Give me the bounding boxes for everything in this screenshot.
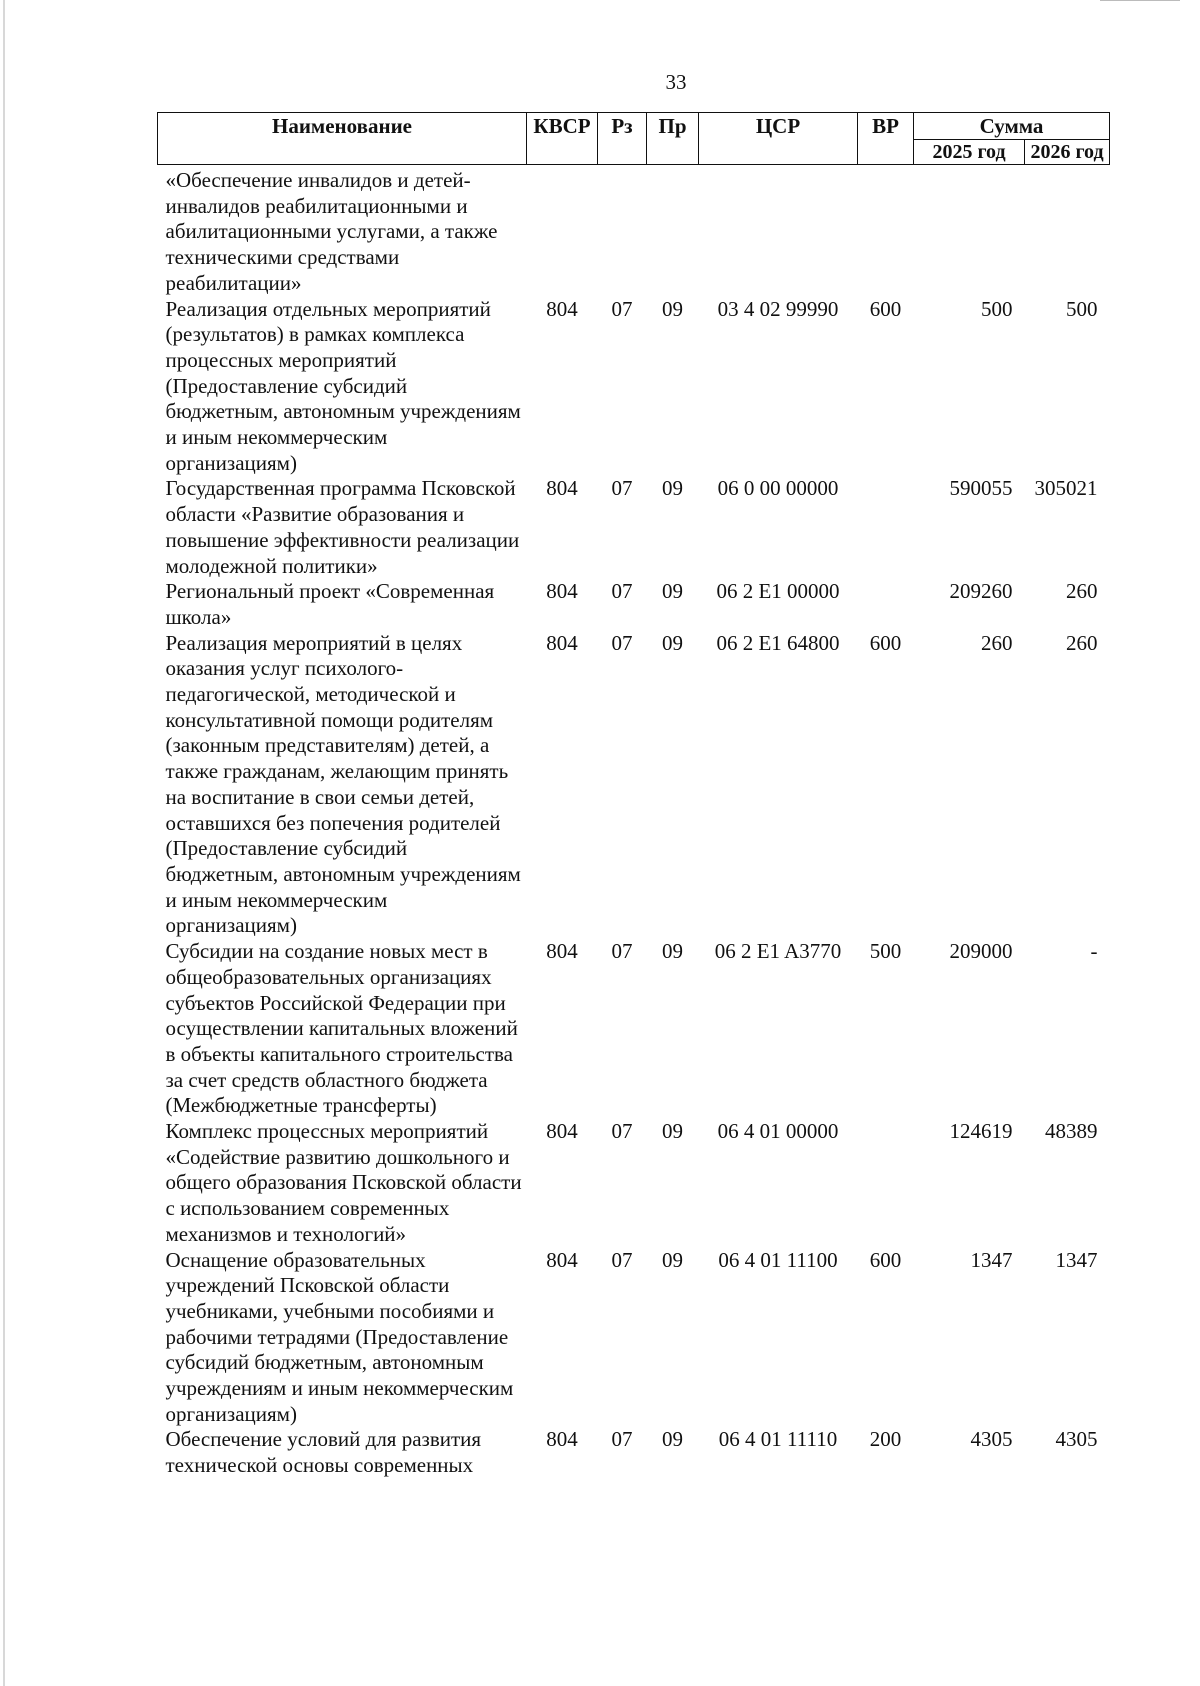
row-sum-2025: 260 [981, 630, 1013, 655]
row-vr: 600 [869, 630, 902, 655]
row-kvsr: 804 [546, 296, 578, 321]
row-pr: 09 [662, 939, 683, 964]
row-kvsr: 804 [546, 579, 578, 604]
row-rz: 07 [611, 1119, 633, 1144]
table-row [158, 1248, 1110, 1428]
scan-corner-mark [1100, 0, 1180, 1]
header-rz: Рз [598, 113, 647, 165]
row-name: Государственная программа Псковской области «Развитие образования и повышение эффективности реализации молодежной политики» [165, 476, 520, 578]
row-pr: 09 [662, 1119, 683, 1144]
header-name: Наименование [158, 113, 527, 165]
row-csr: 06 4 01 11100 [718, 1247, 838, 1272]
row-rz: 07 [611, 630, 633, 655]
row-csr [699, 165, 858, 297]
row-rz [598, 165, 647, 297]
row-pr: 09 [662, 579, 683, 604]
page-number: 33 [665, 70, 687, 94]
row-name: Региональный проект «Современная школа» [165, 579, 495, 629]
row-sum-2025: 209000 [949, 939, 1013, 964]
header-csr: ЦСР [699, 113, 858, 165]
header-pr: Пр [647, 113, 699, 165]
row-pr: 09 [662, 476, 683, 501]
row-sum-2026: 500 [1066, 296, 1098, 321]
table-body [158, 165, 1110, 1479]
table-row [158, 631, 1110, 939]
row-vr [858, 476, 914, 579]
row-name: «Обеспечение инвалидов и детей-инвалидов реабилитационными и абилитационными услугами, а также техническими средствами реабилитации» [165, 168, 498, 295]
row-kvsr: 804 [546, 1427, 578, 1452]
row-name: Обеспечение условий для развития технической основы современных [165, 1427, 482, 1478]
row-name: Субсидии на создание новых мест в общеобразовательных организациях субъектов Российской Федерации при осуществлении капитальных вложений в объекты капитального строительства за счет средств областного бюджета (Межбюджетные трансферты) [165, 939, 518, 1118]
table-row [158, 165, 1110, 297]
row-vr: 600 [869, 1247, 902, 1272]
row-sum-2026: 305021 [1034, 476, 1098, 501]
row-kvsr: 804 [546, 939, 578, 964]
row-pr: 09 [662, 630, 683, 655]
row-kvsr: 804 [546, 630, 578, 655]
row-csr: 06 2 E1 64800 [716, 630, 840, 655]
header-year-2026: 2026 год [1025, 140, 1110, 165]
header-vr: ВР [858, 113, 914, 165]
row-sum-2026: 260 [1066, 579, 1098, 604]
row-csr: 06 0 00 00000 [717, 476, 839, 501]
table-row [158, 1119, 1110, 1248]
row-rz: 07 [611, 1427, 633, 1452]
row-sum-2025 [914, 165, 1025, 297]
table-header [158, 113, 1110, 165]
row-csr: 06 2 E1 00000 [716, 579, 840, 604]
row-vr: 200 [869, 1427, 902, 1452]
scan-edge-line [3, 0, 5, 1686]
row-vr: 500 [869, 939, 902, 964]
row-sum-2025: 209260 [949, 579, 1013, 604]
row-name: Реализация мероприятий в целях оказания услуг психолого-педагогической, методической и консультативной помощи родителям (законным представителям) детей, а также гражданам, желающим принять на воспитание в свои семьи детей, оставшихся без попечения родителей (Предоставление субсидий бюджетным, автономным учреждениям и иным некоммерческим организациям) [165, 630, 521, 938]
row-name: Комплекс процессных мероприятий «Содействие развитию дошкольного и общего образования Псковской области с использованием современных механизмов и технологий» [165, 1119, 522, 1246]
row-pr [647, 165, 699, 297]
table-row [158, 297, 1110, 477]
row-vr [858, 165, 914, 297]
row-kvsr: 804 [546, 1247, 578, 1272]
row-sum-2026: - [1090, 939, 1098, 964]
row-sum-2026: 48389 [1045, 1119, 1098, 1144]
row-sum-2026 [1025, 165, 1110, 297]
row-kvsr: 804 [546, 1119, 578, 1144]
row-kvsr: 804 [546, 476, 578, 501]
row-csr: 03 4 02 99990 [717, 296, 839, 321]
row-csr: 06 2 E1 A3770 [714, 939, 842, 964]
row-rz: 07 [611, 939, 633, 964]
row-sum-2025: 4305 [970, 1427, 1013, 1452]
table-row [158, 579, 1110, 630]
row-pr: 09 [662, 1247, 683, 1272]
row-pr: 09 [662, 296, 683, 321]
table-row [158, 1427, 1110, 1478]
row-sum-2025: 1347 [970, 1247, 1013, 1272]
row-sum-2026: 260 [1066, 630, 1098, 655]
row-csr: 06 4 01 11110 [718, 1427, 838, 1452]
header-year-2025: 2025 год [914, 140, 1025, 165]
row-rz: 07 [611, 579, 633, 604]
table-row [158, 939, 1110, 1119]
row-rz: 07 [611, 1247, 633, 1272]
row-sum-2025: 500 [981, 296, 1013, 321]
row-vr [858, 579, 914, 630]
row-sum-2026: 4305 [1055, 1427, 1098, 1452]
row-name: Реализация отдельных мероприятий (результатов) в рамках комплекса процессных мероприятий (Предоставление субсидий бюджетным, автономным учреждениям и иным некоммерческим организациям) [165, 296, 521, 475]
row-sum-2025: 124619 [949, 1119, 1013, 1144]
row-kvsr [527, 165, 598, 297]
row-csr: 06 4 01 00000 [717, 1119, 839, 1144]
row-rz: 07 [611, 296, 633, 321]
row-sum-2025: 590055 [949, 476, 1013, 501]
row-name: Оснащение образовательных учреждений Псковской области учебниками, учебными пособиями и рабочими тетрадями (Предоставление субсидий бюджетным, автономным учреждениям и иным некоммерческим организациям) [165, 1247, 514, 1426]
header-kvsr: КВСР [527, 113, 598, 165]
budget-table [157, 112, 1110, 1479]
row-vr [858, 1119, 914, 1248]
header-sum: Сумма [914, 113, 1110, 140]
row-rz: 07 [611, 476, 633, 501]
row-pr: 09 [662, 1427, 683, 1452]
row-sum-2026: 1347 [1055, 1247, 1098, 1272]
table-row [158, 476, 1110, 579]
row-vr: 600 [869, 296, 902, 321]
